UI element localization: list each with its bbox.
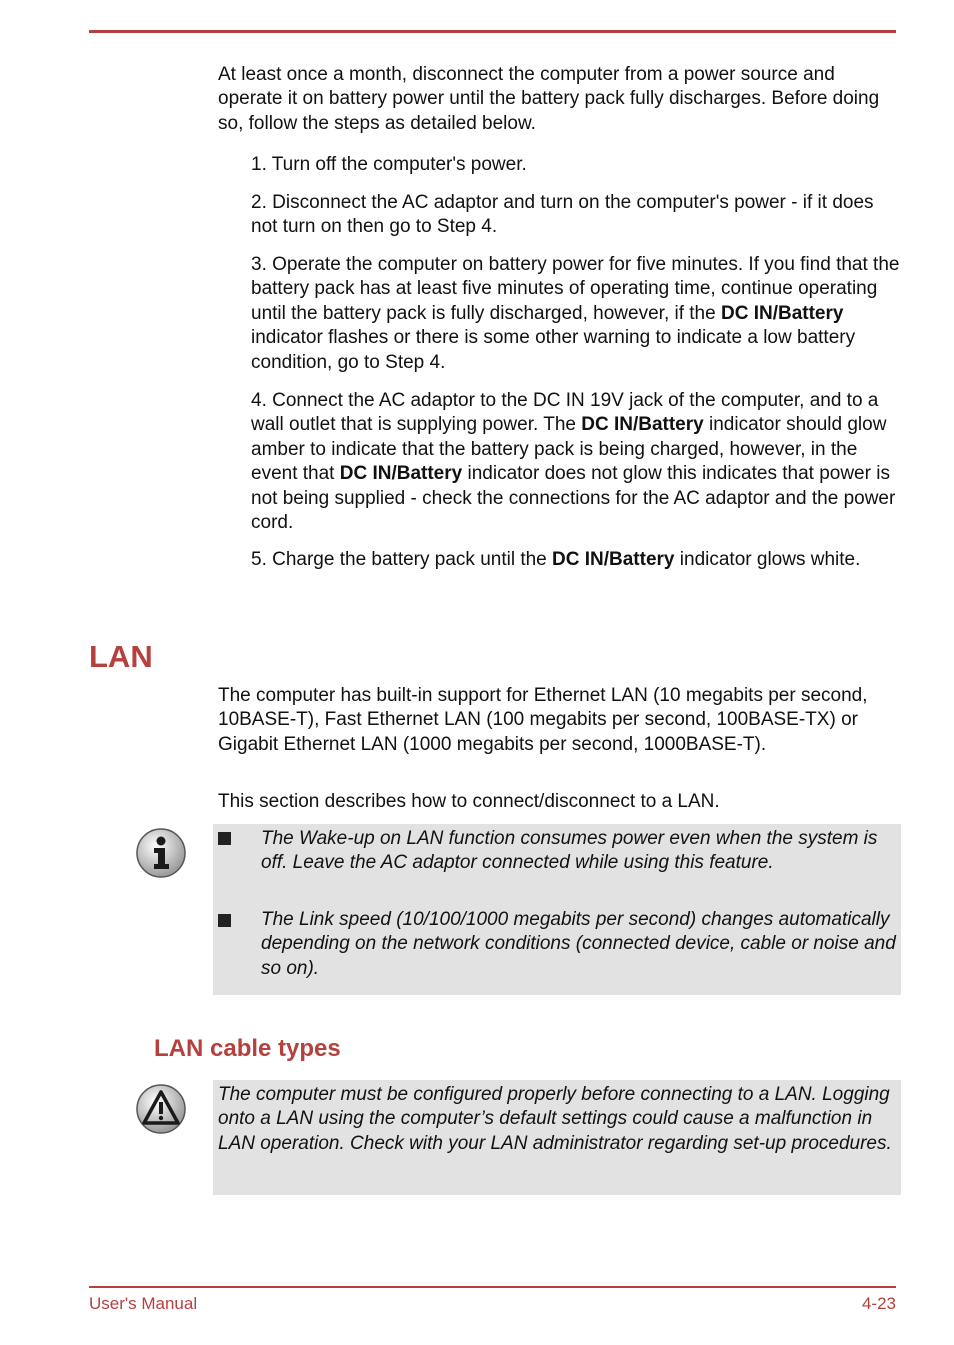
dc-in-battery-term: DC IN/Battery	[552, 549, 675, 570]
warning-icon	[135, 1083, 187, 1135]
bullet-square	[218, 914, 231, 927]
subsection-heading-lan-cable-types: LAN cable types	[154, 1035, 341, 1062]
step-3: 3. Operate the computer on battery power for five minutes. If you find that the battery pack has at least five minutes of operating time, continue operating until the battery pack is fully discharged, however, if the DC IN/Battery indicator flashes or there is some other warning to indicate a low battery condition, go to Step 4.	[251, 254, 900, 373]
footer-page-number: 4-23	[861, 1294, 896, 1313]
info-icon	[135, 827, 187, 879]
footer-manual-title: User's Manual	[89, 1294, 198, 1313]
step-2: 2. Disconnect the AC adaptor and turn on the computer's power - if it does not turn on then go to Step 4.	[251, 192, 874, 238]
warning-text: The computer must be configured properly before connecting to a LAN. Logging onto a LAN using the computer’s default settings could cause a malfunction in LAN operation. Check with your LAN administrator regarding set-up procedures.	[218, 1084, 892, 1154]
header-rule	[89, 30, 896, 33]
step-5: 5. Charge the battery pack until the DC IN/Battery indicator glows white.	[251, 549, 861, 570]
step-1: 1. Turn off the computer's power.	[251, 154, 527, 175]
dc-in-battery-term: DC IN/Battery	[339, 463, 463, 485]
bullet-square	[218, 832, 231, 845]
step-4: 4. Connect the AC adaptor to the DC IN 19V jack of the computer, and to a wall outlet that is supplying power. The DC IN/Battery indicator should glow amber to indicate that the battery pack is being charged, however, in the event that DC IN/Battery indicator does not glow this indicates that power is not being supplied - check the connections for the AC adaptor and the power cord.	[251, 390, 896, 534]
dc-in-battery-term: DC IN/Battery	[581, 414, 704, 436]
section-heading-lan: LAN	[89, 639, 153, 674]
lan-paragraph-2: This section describes how to connect/disconnect to a LAN.	[218, 791, 720, 812]
note-item-1: The Wake-up on LAN function consumes power even when the system is off. Leave the AC adaptor connected while using this feature.	[261, 828, 878, 874]
note-item-2: The Link speed (10/100/1000 megabits per second) changes automatically depending on the network conditions (connected device, cable or noise and so on).	[261, 909, 896, 979]
footer-rule	[89, 1286, 896, 1288]
dc-in-battery-term: DC IN/Battery	[720, 302, 844, 324]
intro-paragraph: At least once a month, disconnect the computer from a power source and operate it on battery power until the battery pack fully discharges. Before doing so, follow the steps as detailed below.	[218, 64, 880, 134]
lan-paragraph-1: The computer has built-in support for Ethernet LAN (10 megabits per second, 10BASE-T), Fast Ethernet LAN (100 megabits per second, 100BASE-TX) or Gigabit Ethernet LAN (1000 megabits per second, 1000BASE-T).	[218, 685, 868, 755]
